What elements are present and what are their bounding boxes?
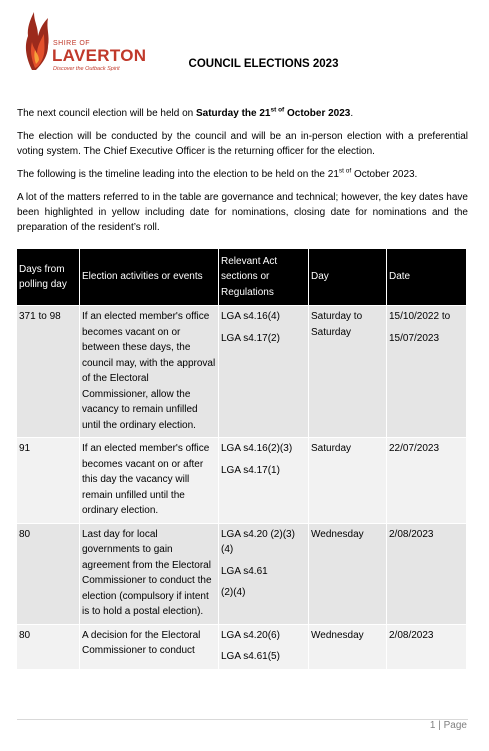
cell-date: 2/08/2023 xyxy=(387,523,467,624)
cell-day: Wednesday xyxy=(309,624,387,669)
column-header-days: Days from polling day xyxy=(17,249,80,306)
column-header-activities: Election activities or events xyxy=(80,249,219,306)
cell-days: 371 to 98 xyxy=(17,306,80,438)
cell-days: 80 xyxy=(17,523,80,624)
cell-act: LGA s4.20 (2)(3)(4) LGA s4.61 (2)(4) xyxy=(219,523,309,624)
cell-act: LGA s4.16(4) LGA s4.17(2) xyxy=(219,306,309,438)
page-footer xyxy=(430,720,467,731)
page-label: Page xyxy=(443,720,467,731)
cell-date: 15/10/2022 to 15/07/2023 xyxy=(387,306,467,438)
column-header-act: Relevant Act sections or Regulations xyxy=(219,249,309,306)
page-separator: | xyxy=(435,720,444,731)
paragraph-timeline: The following is the timeline leading into the election to be held on the $21^{st of}$ October 2023. xyxy=(17,167,418,180)
cell-days: 91 xyxy=(17,438,80,524)
cell-activity: If an elected member's office becomes vacant on or after this day the vacancy will remain unfilled until the ordinary election. xyxy=(80,438,219,524)
table-row xyxy=(17,624,467,669)
page-title: COUNCIL ELECTIONS 2023 xyxy=(188,58,339,70)
cell-act: LGA s4.20(6) LGA s4.61(5) xyxy=(219,624,309,669)
cell-date: 2/08/2023 xyxy=(387,624,467,669)
cell-day: Saturday to Saturday xyxy=(309,306,387,438)
footer-divider xyxy=(17,719,468,720)
table-row xyxy=(17,523,467,624)
intro-text xyxy=(17,106,468,243)
cell-day: Saturday xyxy=(309,438,387,524)
column-header-day: Day xyxy=(309,249,387,306)
logo-name-text: LAVERTON xyxy=(52,46,147,65)
paragraph-conduct: The election will be conducted by the council and will be an in-person election with a preferential voting system. The Chief Executive Officer is the returning officer for the election. xyxy=(17,131,468,157)
cell-act: LGA s4.16(2)(3) LGA s4.17(1) xyxy=(219,438,309,524)
cell-date: 22/07/2023 xyxy=(387,438,467,524)
paragraph-election-date: The next council election will be held on Saturday the $21^{st of}$ October 2023. xyxy=(17,106,354,119)
cell-day: Wednesday xyxy=(309,523,387,624)
column-header-date: Date xyxy=(387,249,467,306)
table-row xyxy=(17,438,467,524)
logo-shire-text: SHIRE OF xyxy=(53,40,91,47)
logo-tagline: Discover the Outback Spirit xyxy=(53,66,120,72)
table-row xyxy=(17,306,467,438)
paragraph-matters: A lot of the matters referred to in the table are governance and technical; however, the key dates have been highlighted in yellow including date for nominations, closing date for nominations and the preparation of the resident’s roll. xyxy=(17,192,468,233)
cell-activity: If an elected member's office becomes vacant on or between these days, the council may, with the approval of the Electoral Commissioner, allow the vacancy to remain unfilled until the ordinary election. xyxy=(80,306,219,438)
cell-days: 80 xyxy=(17,624,80,669)
table-header-row xyxy=(17,249,467,306)
election-timeline-table xyxy=(16,248,467,670)
cell-activity: A decision for the Electoral Commissioner to conduct xyxy=(80,624,219,669)
page-number: 1 xyxy=(429,720,436,731)
cell-activity: Last day for local governments to gain agreement from the Electoral Commissioner to conduct the election (compulsory if intent is to hold a postal election). xyxy=(80,523,219,624)
